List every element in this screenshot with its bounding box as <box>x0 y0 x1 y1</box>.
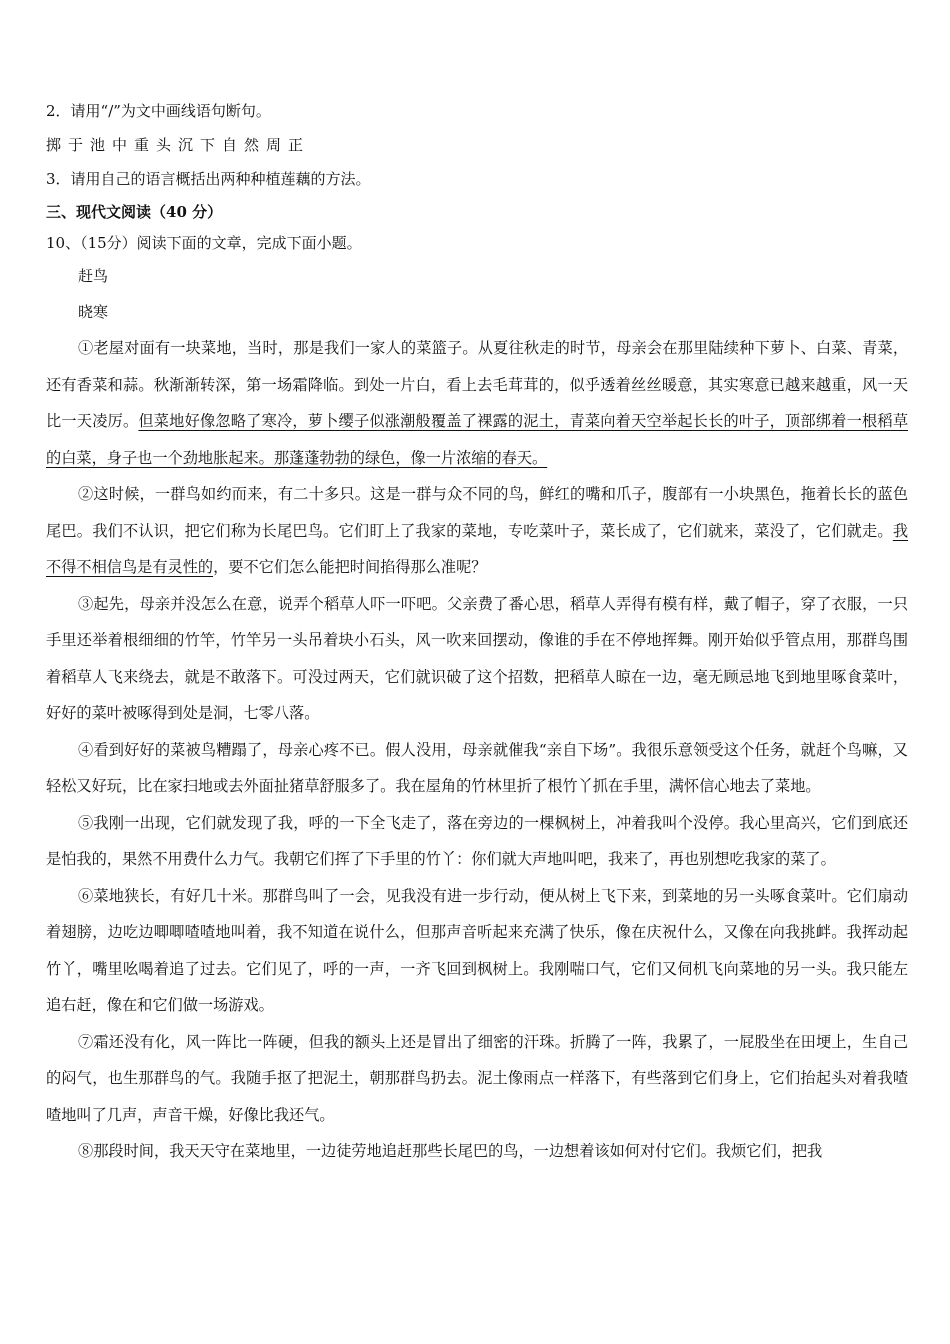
paragraph-1: ①老屋对面有一块菜地，当时，那是我们一家人的菜篮子。从夏往秋走的时节，母亲会在那里陆续种下萝卜、白菜、青菜，还有香菜和蒜。秋渐渐转深，第一场霜降临。到处一片白，看上去毛茸茸的，似乎透着丝丝暖意，其实寒意已越来越重，风一天比一天凌厉。但菜地好像忽略了寒冷，萝卜缨子似涨潮般覆盖了裸露的泥土，青菜向着天空举起长长的叶子，顶部绑着一根稻草的白菜，身子也一个劲地胀起来。那蓬蓬勃勃的绿色，像一片浓缩的春天。 <box>46 339 909 467</box>
article-author: 晓寒 <box>78 303 109 321</box>
paragraph-7: ⑦霜还没有化，风一阵比一阵硬，但我的额头上还是冒出了细密的汗珠。折腾了一阵，我累了，一屁股坐在田埂上，生自己的闷气，也生那群鸟的气。我随手抠了把泥土，朝那群鸟扔去。泥土像雨点一样落下，有些落到它们身上，它们抬起头对着我喳喳地叫了几声，声音干燥，好像比我还气。 <box>46 1032 908 1124</box>
paragraph-4: ④看到好好的菜被鸟糟蹋了，母亲心疼不已。假人没用，母亲就催我“亲自下场”。我很乐意领受这个任务，就赶个鸟嘛，又轻松又好玩，比在家扫地或去外面扯猪草舒服多了。我在屋角的竹林里折了根竹丫抓在手里，满怀信心地去了菜地。 <box>46 740 908 795</box>
paragraph-5: ⑤我刚一出现，它们就发现了我，呼的一下全飞走了，落在旁边的一棵枫树上，冲着我叫个没停。我心里高兴，它们到底还是怕我的，果然不用费什么力气。我朝它们挥了下手里的竹丫：你们就大声地叫吧，我来了，再也别想吃我家的菜了。 <box>46 813 908 868</box>
paragraph-6: ⑥菜地狭长，有好几十米。那群鸟叫了一会，见我没有进一步行动，便从树上飞下来，到菜地的另一头啄食菜叶。它们扇动着翅膀，边吃边唧唧喳喳地叫着，我不知道在说什么，但那声音听起来充满了快乐，像在庆祝什么，又像在向我挑衅。我挥动起竹丫，嘴里吆喝着追了过去。它们见了，呼的一声，一齐飞回到枫树上。我刚喘口气，它们又伺机飞向菜地的另一头。我只能左追右赶，像在和它们做一场游戏。 <box>46 886 908 1014</box>
question-2: 2．请用“/”为文中画线语句断句。 <box>46 102 271 120</box>
question-2-text: 掷于池中重头沉下自然周正 <box>46 136 311 154</box>
document-page <box>46 94 908 1170</box>
question-3: 3．请用自己的语言概括出两种种植莲藕的方法。 <box>46 170 371 188</box>
article-body <box>46 330 908 1170</box>
underlined-sentence: 我不得不相信鸟是有灵性的 <box>46 521 908 576</box>
underlined-sentence: 但菜地好像忽略了寒冷，萝卜缨子似涨潮般覆盖了裸露的泥土，青菜向着天空举起长长的叶子，顶部绑着一根稻草的白菜，身子也一个劲地胀起来。那蓬蓬勃勃的绿色，像一片浓缩的春天。 <box>46 412 909 467</box>
section-heading: 三、现代文阅读（40 分） <box>46 203 223 221</box>
paragraph-2: ②这时候，一群鸟如约而来，有二十多只。这是一群与众不同的鸟，鲜红的嘴和爪子，腹部有一小块黑色，拖着长长的蓝色尾巴。我们不认识，把它们称为长尾巴鸟。它们盯上了我家的菜地，专吃菜叶子，菜长成了，它们就来，菜没了，它们就走。我不得不相信鸟是有灵性的，要不它们怎么能把时间掐得那么准呢？ <box>46 485 908 576</box>
paragraph-3: ③起先，母亲并没怎么在意，说弄个稻草人吓一吓吧。父亲费了番心思，稻草人弄得有模有样，戴了帽子，穿了衣服，一只手里还举着根细细的竹竿，竹竿另一头吊着块小石头，风一吹来回摆动，像谁的手在不停地挥舞。刚开始似乎管点用，那群鸟围着稻草人飞来绕去，就是不敢落下。可没过两天，它们就识破了这个招数，把稻草人晾在一边，毫无顾忌地飞到地里啄食菜叶，好好的菜叶被啄得到处是洞，七零八落。 <box>46 594 908 722</box>
article-title: 赶鸟 <box>78 267 109 285</box>
paragraph-8: ⑧那段时间，我天天守在菜地里，一边徒劳地追赶那些长尾巴的鸟，一边想着该如何对付它们。我烦它们，把我 <box>78 1142 823 1160</box>
question-10: 10、（15分）阅读下面的文章，完成下面小题。 <box>46 234 362 252</box>
